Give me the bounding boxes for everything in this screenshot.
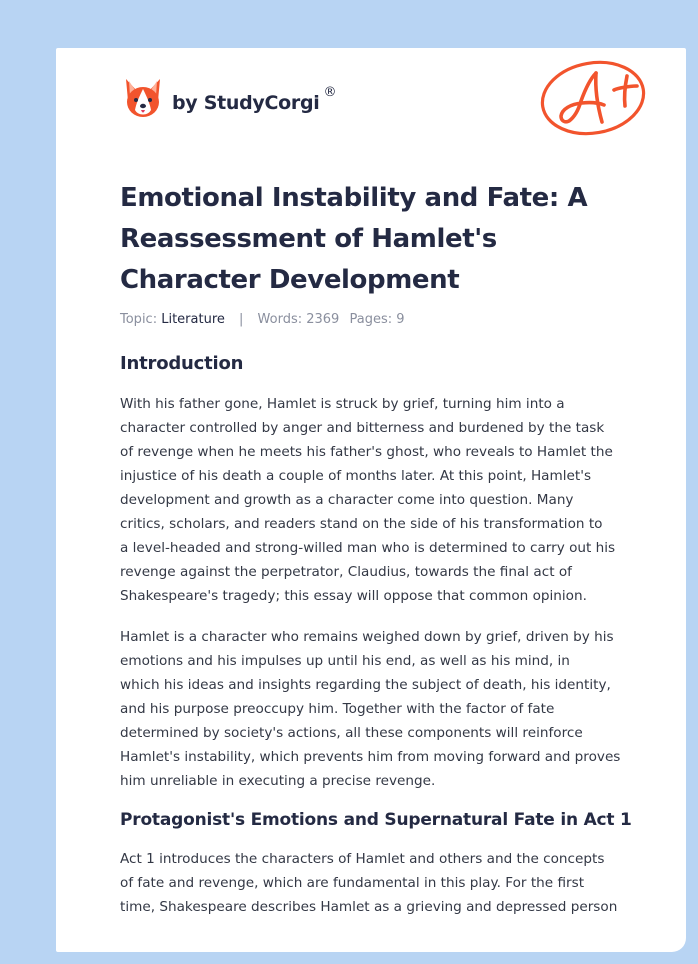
paragraph-line: and his purpose preoccupy him. Together with the factor of fate (120, 701, 555, 717)
paragraph-line: Hamlet is a character who remains weighed down by grief, driven by his (120, 629, 614, 645)
title-line: Emotional Instability and Fate: A (120, 183, 588, 213)
corgi-logo-icon (122, 77, 164, 125)
document-page (56, 48, 686, 952)
brand-header[interactable] (122, 77, 336, 125)
brand-name: by StudyCorgi (172, 92, 320, 114)
paragraph-line: Shakespeare's tragedy; this essay will oppose that common opinion. (120, 588, 587, 604)
page-count: Pages: 9 (349, 312, 405, 327)
meta-separator: | (239, 312, 244, 327)
paragraph-line: him unreliable in executing a precise revenge. (120, 773, 436, 789)
word-count: Words: 2369 (257, 312, 340, 327)
paragraph-line: With his father gone, Hamlet is struck by grief, turning him into a (120, 396, 565, 412)
grade-badge (538, 59, 650, 145)
paragraph-line: character controlled by anger and bitterness and burdened by the task (120, 420, 605, 436)
paragraph (120, 392, 636, 608)
topic-link[interactable]: Literature (161, 312, 225, 327)
paragraph-line: critics, scholars, and readers stand on the side of his transformation to (120, 516, 603, 532)
paragraph (120, 625, 636, 793)
section-heading: Protagonist's Emotions and Supernatural Fate in Act 1 (120, 810, 632, 830)
paragraph-line: Act 1 introduces the characters of Hamlet and others and the concepts (120, 851, 605, 867)
paragraph-line: of fate and revenge, which are fundamental in this play. For the first (120, 875, 585, 891)
title-line: Character Development (120, 265, 460, 295)
paragraph-line: development and growth as a character come into question. Many (120, 492, 574, 508)
paragraph-line: of revenge when he meets his father's ghost, who reveals to Hamlet the (120, 444, 613, 460)
paragraph-line: determined by society's actions, all these components will reinforce (120, 725, 583, 741)
paragraph (120, 847, 636, 919)
paragraph-line: Hamlet's instability, which prevents him from moving forward and proves (120, 749, 621, 765)
paragraph-line: a level-headed and strong-willed man who is determined to carry out his (120, 540, 616, 556)
paragraph-line: injustice of his death a couple of months later. At this point, Hamlet's (120, 468, 592, 484)
registered-mark: ® (323, 84, 337, 100)
section-heading: Introduction (120, 353, 244, 374)
paragraph-line: time, Shakespeare describes Hamlet as a grieving and depressed person (120, 899, 618, 915)
article-meta (120, 312, 405, 327)
title-line: Reassessment of Hamlet's (120, 224, 497, 254)
page-title (120, 178, 631, 301)
paragraph-line: revenge against the perpetrator, Claudius, towards the final act of (120, 564, 572, 580)
paragraph-line: which his ideas and insights regarding the subject of death, his identity, (120, 677, 611, 693)
paragraph-line: emotions and his impulses up until his end, as well as his mind, in (120, 653, 570, 669)
topic-label: Topic: (120, 312, 158, 327)
